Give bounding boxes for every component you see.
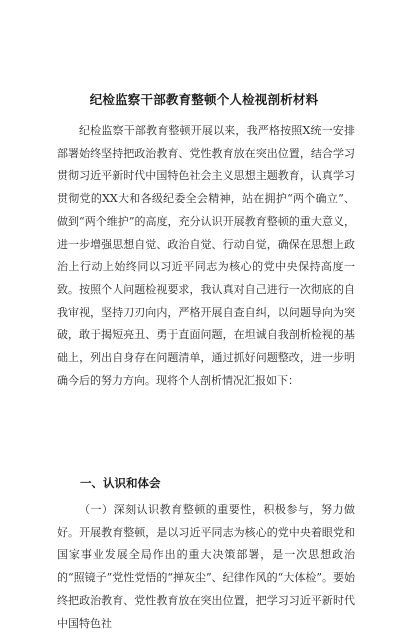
section-heading: 一、认识和体会 bbox=[80, 476, 161, 490]
document-title: 纪检监察干部教育整顿个人检视剖析材料 bbox=[89, 92, 319, 107]
section-paragraph: （一）深刻认识教育整顿的重要性，积极参与，努力做好。开展教育整顿，是以习近平同志为核心的党中央着眼党和国家事业发展全局作出的重大决策部署，是一次思想政治的“照镜子”党性党悟的“掸灰尘”、纪律作风的“大体检”。要始终把政治教育、党性教育放在突出位置，把学习习近平新时代中国特色社 bbox=[57, 503, 355, 630]
intro-paragraph: 纪检监察干部教育整顿开展以来，我严格按照X统一安排部署始终坚持把政治教育、党性教育放在突出位置，结合学习贯彻习近平新时代中国特色社会主义思想主题教育，认真学习贯彻党的XX大和各级纪委全会精神，站在拥护“两个确立”、做到“两个维护”的高度，充分认识开展教育整顿的重大意义，进一步增强思想自觉、政治自觉、行动自觉，确保在思想上政治上行动上始终同以习近平同志为核心的党中央保持高度一致。按照个人问题检视要求，我认真对自己进行一次彻底的自我审视，坚持刀刃向内，严格开展自查自纠，以问题导向为突破，敢于揭短亮丑、勇于直面问题，在坦诚自我剖析检视的基础上，列出自身存在问题清单，通过抓好问题整改，进一步明确今后的努力方向。现将个人剖析情况汇报如下： bbox=[57, 124, 355, 387]
